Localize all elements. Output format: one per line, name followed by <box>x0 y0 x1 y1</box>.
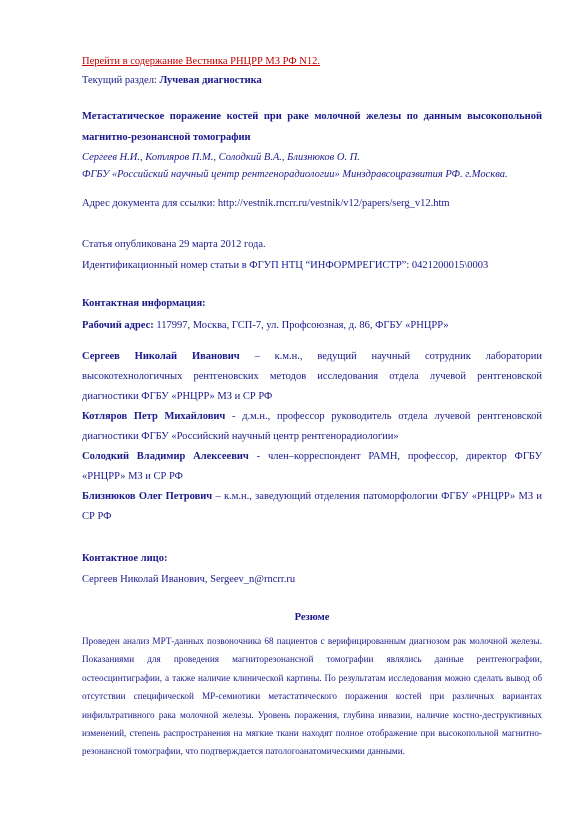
contact-heading: Контактная информация: <box>82 298 206 309</box>
header-block <box>82 54 542 88</box>
person-desc: - д.м.н., профессор руководитель отдела лучевой рентгеновской диагностики ФГБУ «Российский научный центр рентгенорадиологии» <box>82 411 543 442</box>
work-address <box>82 318 542 333</box>
person-entry <box>82 447 542 487</box>
abstract-heading: Резюме <box>294 612 330 623</box>
person-desc: – к.м.н., ведущий научный сотрудник лаборатории высокотехнологичных рентгеновских методов исследования отдела лучевой рентгеновской диагностики ФГБУ «РНЦРР» МЗ и СР РФ <box>82 351 542 402</box>
contact-person-heading: Контактное лицо: <box>82 553 168 564</box>
current-section <box>82 73 542 88</box>
person-entry <box>82 487 542 527</box>
person-entry <box>82 347 542 407</box>
article-title: Метастатическое поражение костей при раке молочной железы по данным высокопольной магнитно-резонансной томографии <box>82 111 542 143</box>
article-authors: Сергеев Н.И., Котляров П.М., Солодкий В.А., Близнюков О. П. <box>82 152 360 163</box>
work-address-value: 117997, Москва, ГСП-7, ул. Профсоюзная, д. 86, ФГБУ «РНЦРР» <box>153 320 449 331</box>
person-entry <box>82 407 542 447</box>
section-label: Текущий раздел: <box>82 75 157 86</box>
person-desc: – к.м.н., заведующий отделения патоморфологии ФГБУ «РНЦРР» МЗ и СР РФ <box>82 491 542 522</box>
article-identifier: Идентификационный номер статьи в ФГУП НТЦ “ИНФОРМРЕГИСТР”: 0421200015\0003 <box>82 260 489 271</box>
publication-date: Статья опубликована 29 марта 2012 года. <box>82 239 266 250</box>
document-address: Адрес документа для ссылки: http://vestnik.rncrr.ru/vestnik/v12/papers/serg_v12.htm <box>82 198 450 209</box>
abstract-text: Проведен анализ МРТ-данных позвоночника 68 пациентов с верифицированным диагнозом рак молочной железы. Показаниями для проведения магниторезонансной томографии являлись данные рентгенографии, остеосцинтиграфии, а также наличие клинической картины. По результатам исследования можно сделать вывод об отсутствии специфической МР-семиотики метастатического поражения костей при различных вариантах инфильтративного рака молочной железы. Уровень поражения, глубина инвазии, наличие костно-деструктивных изменений, степень распространения на мягкие ткани находят полное отображение при высокопольной магнитно-резонансной томографии, что подтверждается патологоанатомическими данными. <box>82 636 542 757</box>
person-name: Котляров Петр Михайлович <box>82 411 226 422</box>
person-name: Солодкий Владимир Алексеевич <box>82 451 249 462</box>
section-name: Лучевая диагностика <box>159 75 262 86</box>
person-name: Сергеев Николай Иванович <box>82 351 240 362</box>
work-address-label: Рабочий адрес: <box>82 320 154 331</box>
person-desc: - член–корреспондент РАМН, профессор, директор ФГБУ «РНЦРР» МЗ и СР РФ <box>82 451 542 482</box>
article-affiliation: ФГБУ «Российский научный центр рентгенорадиологии» Минздравсоцразвития РФ. г.Москва. <box>82 169 508 180</box>
contact-person-value: Сергеев Николай Иванович, Sergeev_n@rncrr.ru <box>82 574 296 585</box>
person-name: Близнюков Олег Петрович <box>82 491 213 502</box>
toc-link[interactable]: Перейти в содержание Вестника РНЦРР МЗ РФ N12. <box>82 56 320 67</box>
